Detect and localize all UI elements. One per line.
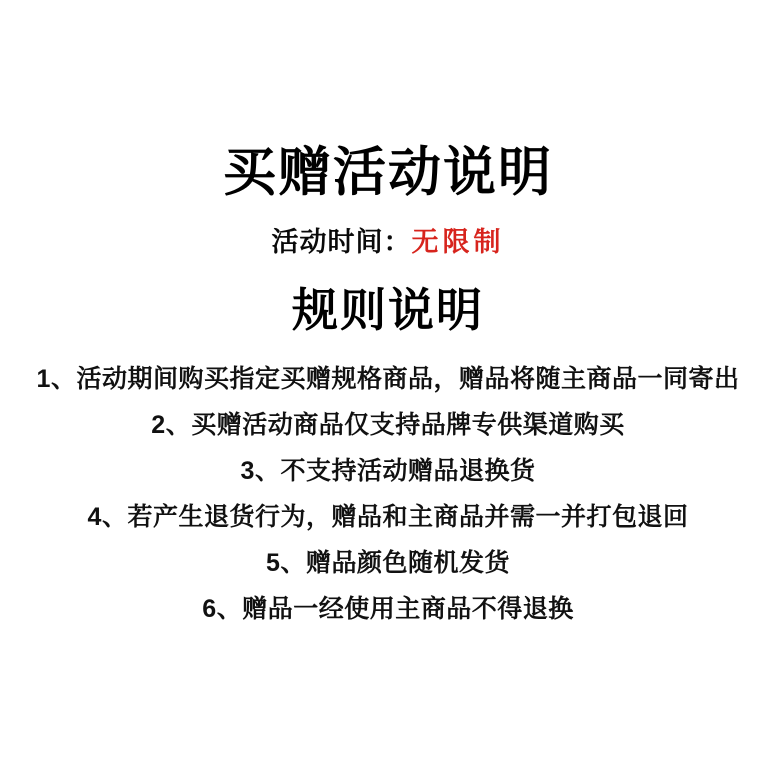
rule-item: 3、不支持活动赠品退换货 [240,457,536,485]
rule-item: 6、赠品一经使用主商品不得退换 [202,595,574,623]
rule-item: 5、赠品颜色随机发货 [266,549,510,577]
rule-item: 2、买赠活动商品仅支持品牌专供渠道购买 [151,411,625,439]
activity-time-value: 无限制 [411,227,505,257]
rule-item: 4、若产生退货行为，赠品和主商品并需一并打包退回 [87,503,689,531]
rule-item: 1、活动期间购买指定买赠规格商品，赠品将随主商品一同寄出 [36,365,740,393]
activity-time-label: 活动时间： [271,227,412,257]
rules-list [0,365,776,623]
activity-time [0,226,776,258]
page-title: 买赠活动说明 [223,143,553,202]
rules-heading: 规则说明 [292,284,484,336]
